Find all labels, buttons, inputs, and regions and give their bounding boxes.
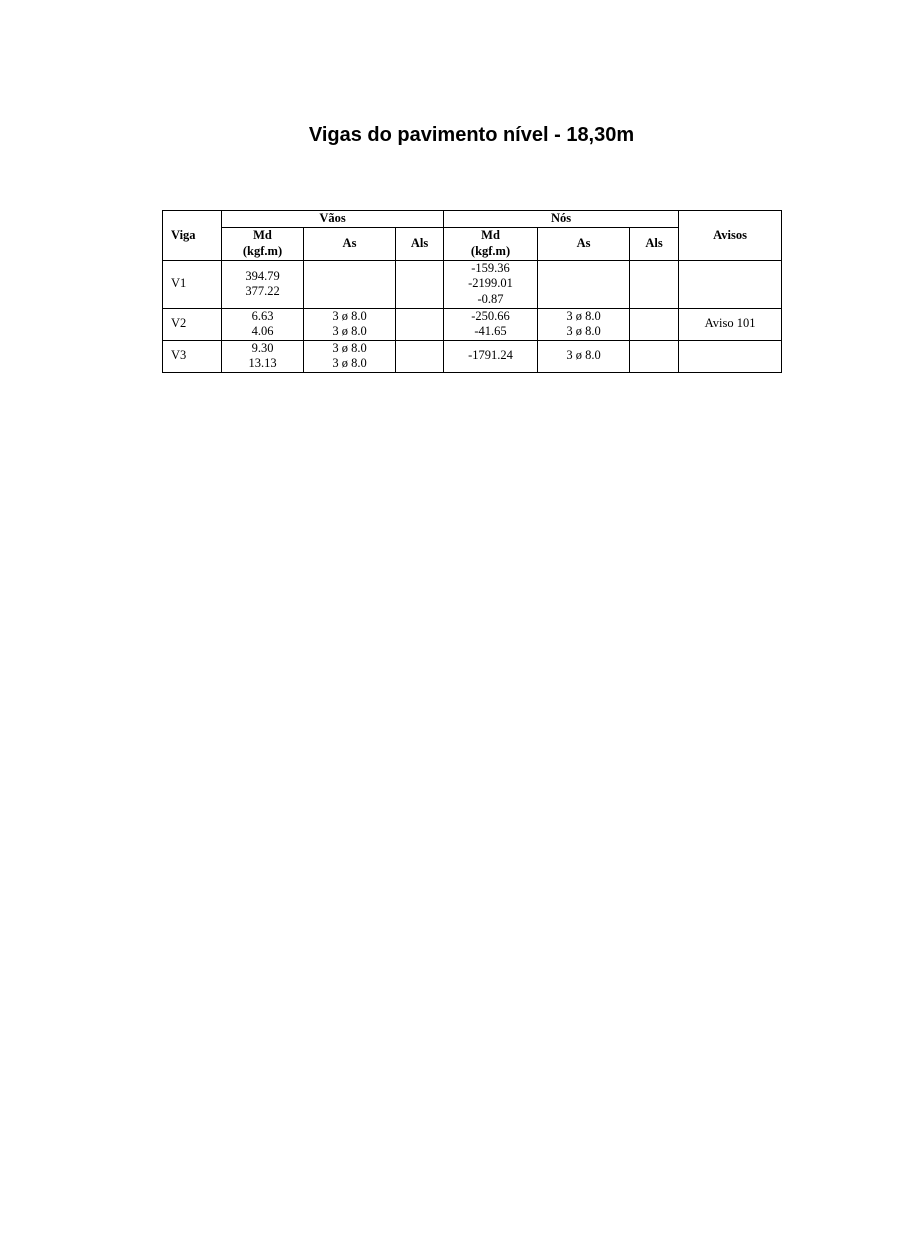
vaos-as-cell (304, 260, 396, 308)
vaos-md-cell (222, 260, 304, 308)
cell-value: 394.79 (245, 268, 280, 283)
cell-value: 13.13 (248, 356, 277, 370)
page-title: Vigas do pavimento nível - 18,30m (308, 124, 635, 146)
table-row (163, 260, 782, 308)
vaos-md-cell (222, 340, 304, 372)
cell-value: 3 ø 8.0 (332, 356, 367, 370)
nos-als-cell (630, 340, 679, 372)
nos-as-cell (538, 260, 630, 308)
header-vaos: Vãos (222, 211, 444, 228)
vaos-md-cell (222, 308, 304, 340)
viga-cell: V1 (163, 260, 222, 308)
header-vaos-als: Als (396, 227, 444, 260)
nos-as-cell (538, 340, 630, 372)
viga-cell: V3 (163, 340, 222, 372)
nos-as-cell (538, 308, 630, 340)
header-nos: Nós (444, 211, 679, 228)
header-md-label: Md (481, 228, 500, 242)
avisos-cell (679, 340, 782, 372)
cell-value: 3 ø 8.0 (332, 324, 367, 338)
cell-value: -159.36 (471, 260, 510, 275)
vaos-as-cell (304, 340, 396, 372)
cell-value: 9.30 (251, 340, 274, 355)
cell-value: 3 ø 8.0 (332, 308, 367, 323)
header-nos-als: Als (630, 227, 679, 260)
header-vaos-as: As (304, 227, 396, 260)
cell-value: 377.22 (245, 284, 280, 298)
table-row (163, 308, 782, 340)
cell-value: -250.66 (471, 308, 510, 323)
vaos-als-cell (396, 308, 444, 340)
header-nos-as: As (538, 227, 630, 260)
cell-value: 3 ø 8.0 (566, 308, 601, 323)
header-md-label: Md (253, 228, 272, 242)
cell-value: 3 ø 8.0 (332, 340, 367, 355)
cell-value: 4.06 (251, 324, 274, 338)
table-row (163, 340, 782, 372)
cell-value: 3 ø 8.0 (566, 348, 601, 363)
header-nos-md (444, 227, 538, 260)
header-avisos: Avisos (679, 211, 782, 261)
viga-cell: V2 (163, 308, 222, 340)
nos-md-cell (444, 308, 538, 340)
cell-value: -1791.24 (468, 348, 513, 363)
cell-value: -2199.01 (468, 276, 513, 291)
cell-value: 6.63 (251, 308, 274, 323)
nos-md-cell (444, 260, 538, 308)
cell-value: -41.65 (474, 324, 507, 338)
nos-als-cell (630, 260, 679, 308)
beams-table (162, 210, 782, 373)
vaos-als-cell (396, 260, 444, 308)
header-row-groups (163, 211, 782, 228)
vaos-as-cell (304, 308, 396, 340)
vaos-als-cell (396, 340, 444, 372)
header-md-unit: (kgf.m) (242, 243, 283, 258)
nos-md-cell (444, 340, 538, 372)
avisos-cell: Aviso 101 (679, 308, 782, 340)
cell-value: -0.87 (477, 291, 504, 306)
header-viga: Viga (163, 211, 222, 261)
header-vaos-md (222, 227, 304, 260)
nos-als-cell (630, 308, 679, 340)
cell-value: 3 ø 8.0 (566, 324, 601, 338)
header-md-unit: (kgf.m) (470, 243, 511, 258)
avisos-cell (679, 260, 782, 308)
